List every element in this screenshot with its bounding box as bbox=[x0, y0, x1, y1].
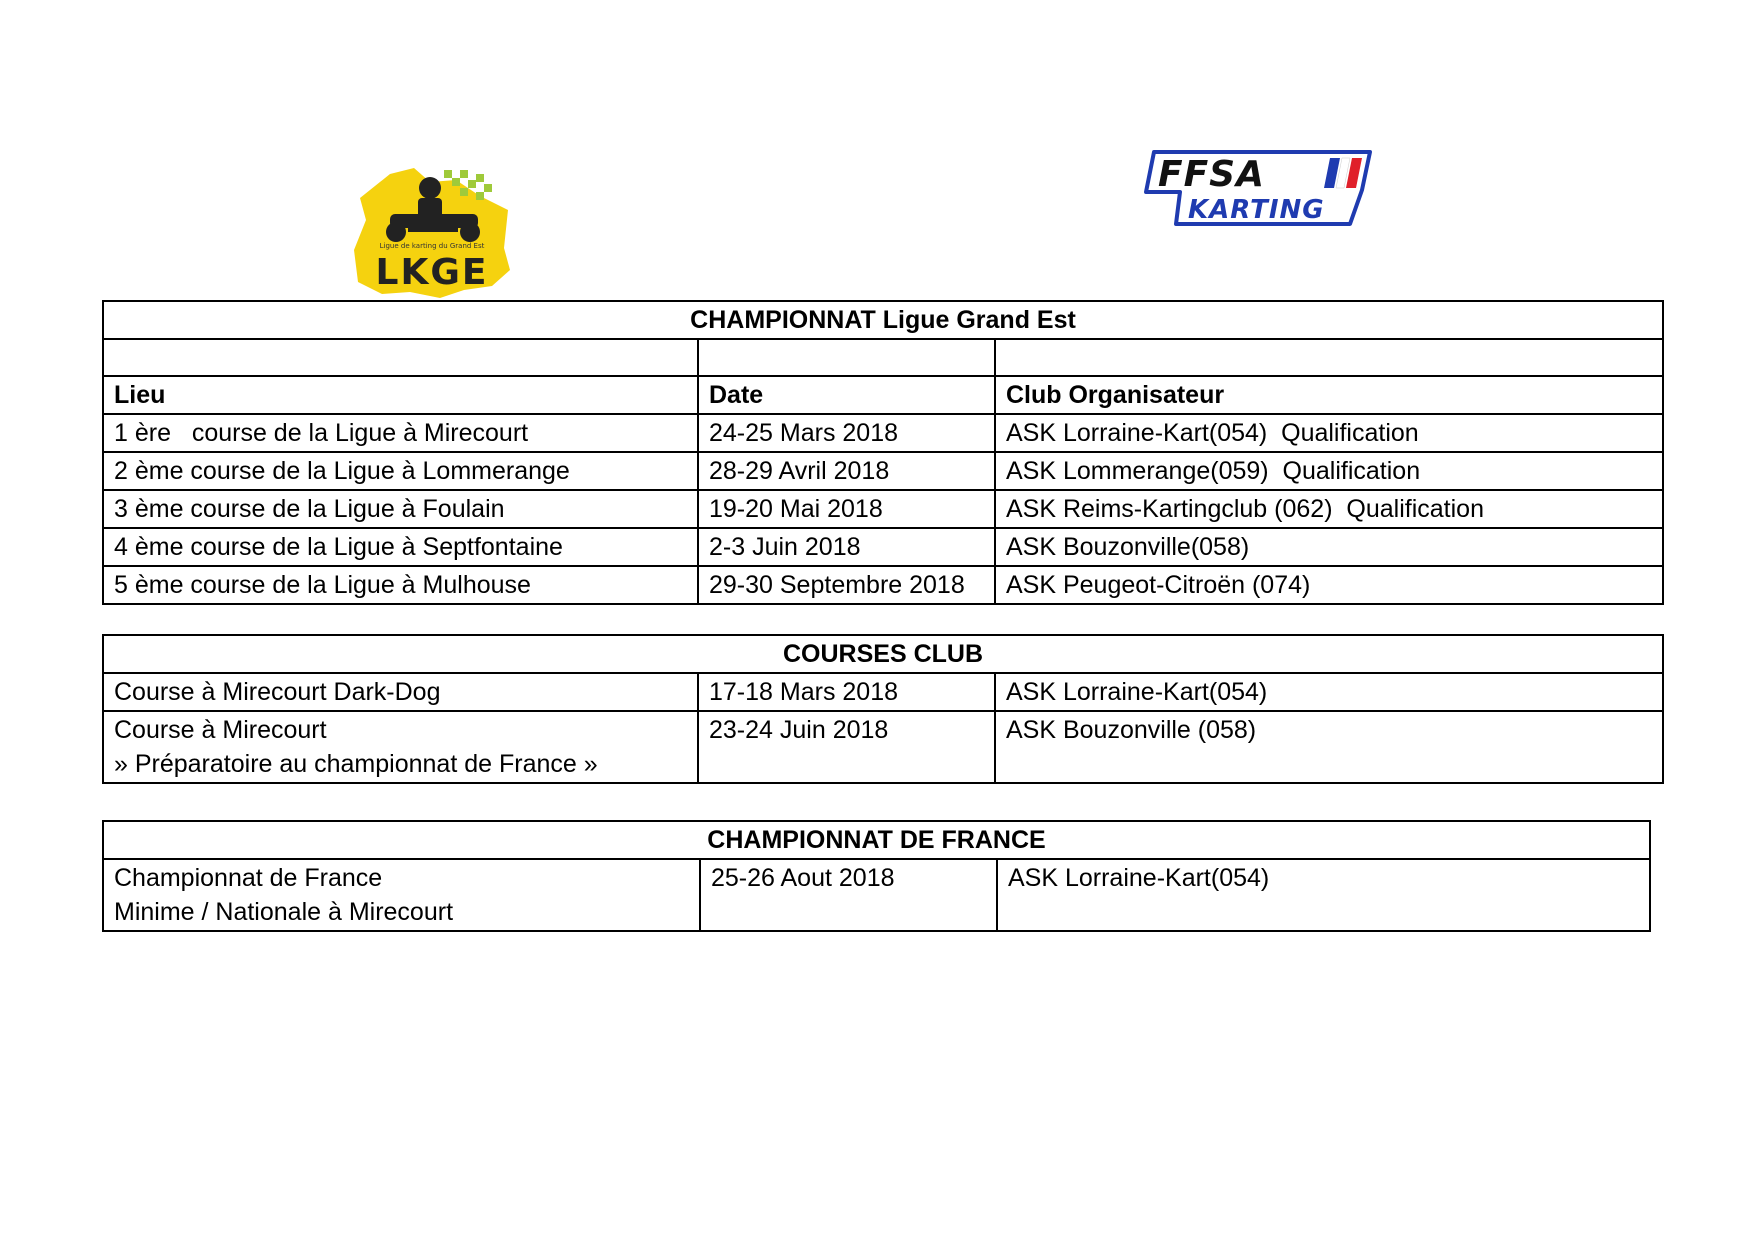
cell-lieu-line-1: Course à Mirecourt bbox=[114, 716, 327, 744]
cell-club: ASK Peugeot-Citroën (074) bbox=[995, 566, 1663, 604]
championnat-ligue-title: CHAMPIONNAT Ligue Grand Est bbox=[103, 301, 1663, 339]
lkge-logo bbox=[352, 166, 512, 298]
table-title-row bbox=[103, 635, 1663, 673]
cell-lieu: 5 ème course de la Ligue à Mulhouse bbox=[103, 566, 698, 604]
table-title-row bbox=[103, 821, 1650, 859]
cell-date: 2-3 Juin 2018 bbox=[698, 528, 995, 566]
championnat-ligue-table bbox=[102, 300, 1664, 605]
cell-lieu-line-2: Minime / Nationale à Mirecourt bbox=[114, 898, 454, 926]
championnat-france-title: CHAMPIONNAT DE FRANCE bbox=[103, 821, 1650, 859]
table-row bbox=[103, 528, 1663, 566]
cell-club: ASK Lommerange(059) Qualification bbox=[995, 452, 1663, 490]
courses-club-title: COURSES CLUB bbox=[103, 635, 1663, 673]
tricolor-flag-icon bbox=[1324, 158, 1362, 188]
header-date: Date bbox=[698, 376, 995, 414]
header-lieu: Lieu bbox=[103, 376, 698, 414]
table-row bbox=[103, 490, 1663, 528]
lkge-logo-subtext: Ligue de karting du Grand Est bbox=[379, 242, 485, 250]
ffsa-logo-text: FFSA bbox=[1158, 154, 1265, 195]
cell-club: ASK Bouzonville (058) bbox=[995, 711, 1663, 783]
table-title-row bbox=[103, 301, 1663, 339]
cell-lieu: 2 ème course de la Ligue à Lommerange bbox=[103, 452, 698, 490]
cell-lieu bbox=[103, 711, 698, 783]
empty-row bbox=[103, 339, 1663, 376]
table-row bbox=[103, 859, 1650, 931]
empty-cell bbox=[995, 339, 1663, 376]
cell-lieu: 1 ère course de la Ligue à Mirecourt bbox=[103, 414, 698, 452]
table-row bbox=[103, 673, 1663, 711]
header-club: Club Organisateur bbox=[995, 376, 1663, 414]
cell-date: 19-20 Mai 2018 bbox=[698, 490, 995, 528]
cell-club: ASK Bouzonville(058) bbox=[995, 528, 1663, 566]
cell-club: ASK Lorraine-Kart(054) Qualification bbox=[995, 414, 1663, 452]
table-row bbox=[103, 566, 1663, 604]
cell-lieu: Course à Mirecourt Dark-Dog bbox=[103, 673, 698, 711]
empty-cell bbox=[103, 339, 698, 376]
cell-date: 17-18 Mars 2018 bbox=[698, 673, 995, 711]
ffsa-karting-logo bbox=[1144, 146, 1374, 230]
cell-lieu: 3 ème course de la Ligue à Foulain bbox=[103, 490, 698, 528]
cell-date: 23-24 Juin 2018 bbox=[698, 711, 995, 783]
cell-lieu: 4 ème course de la Ligue à Septfontaine bbox=[103, 528, 698, 566]
cell-date: 28-29 Avril 2018 bbox=[698, 452, 995, 490]
lkge-logo-text: LKGE bbox=[375, 252, 489, 293]
championnat-france-table bbox=[102, 820, 1651, 932]
cell-club: ASK Lorraine-Kart(054) bbox=[995, 673, 1663, 711]
cell-club: ASK Lorraine-Kart(054) bbox=[997, 859, 1650, 931]
cell-date: 25-26 Aout 2018 bbox=[700, 859, 997, 931]
cell-lieu-line-1: Championnat de France bbox=[114, 864, 383, 892]
empty-cell bbox=[698, 339, 995, 376]
cell-lieu-line-2: » Préparatoire au championnat de France » bbox=[114, 750, 598, 778]
cell-lieu bbox=[103, 859, 700, 931]
courses-club-table bbox=[102, 634, 1664, 784]
header-row bbox=[103, 376, 1663, 414]
table-row bbox=[103, 711, 1663, 783]
ffsa-logo-subtext: KARTING bbox=[1188, 195, 1325, 225]
table-row bbox=[103, 414, 1663, 452]
table-row bbox=[103, 452, 1663, 490]
cell-date: 24-25 Mars 2018 bbox=[698, 414, 995, 452]
cell-date: 29-30 Septembre 2018 bbox=[698, 566, 995, 604]
cell-club: ASK Reims-Kartingclub (062) Qualification bbox=[995, 490, 1663, 528]
